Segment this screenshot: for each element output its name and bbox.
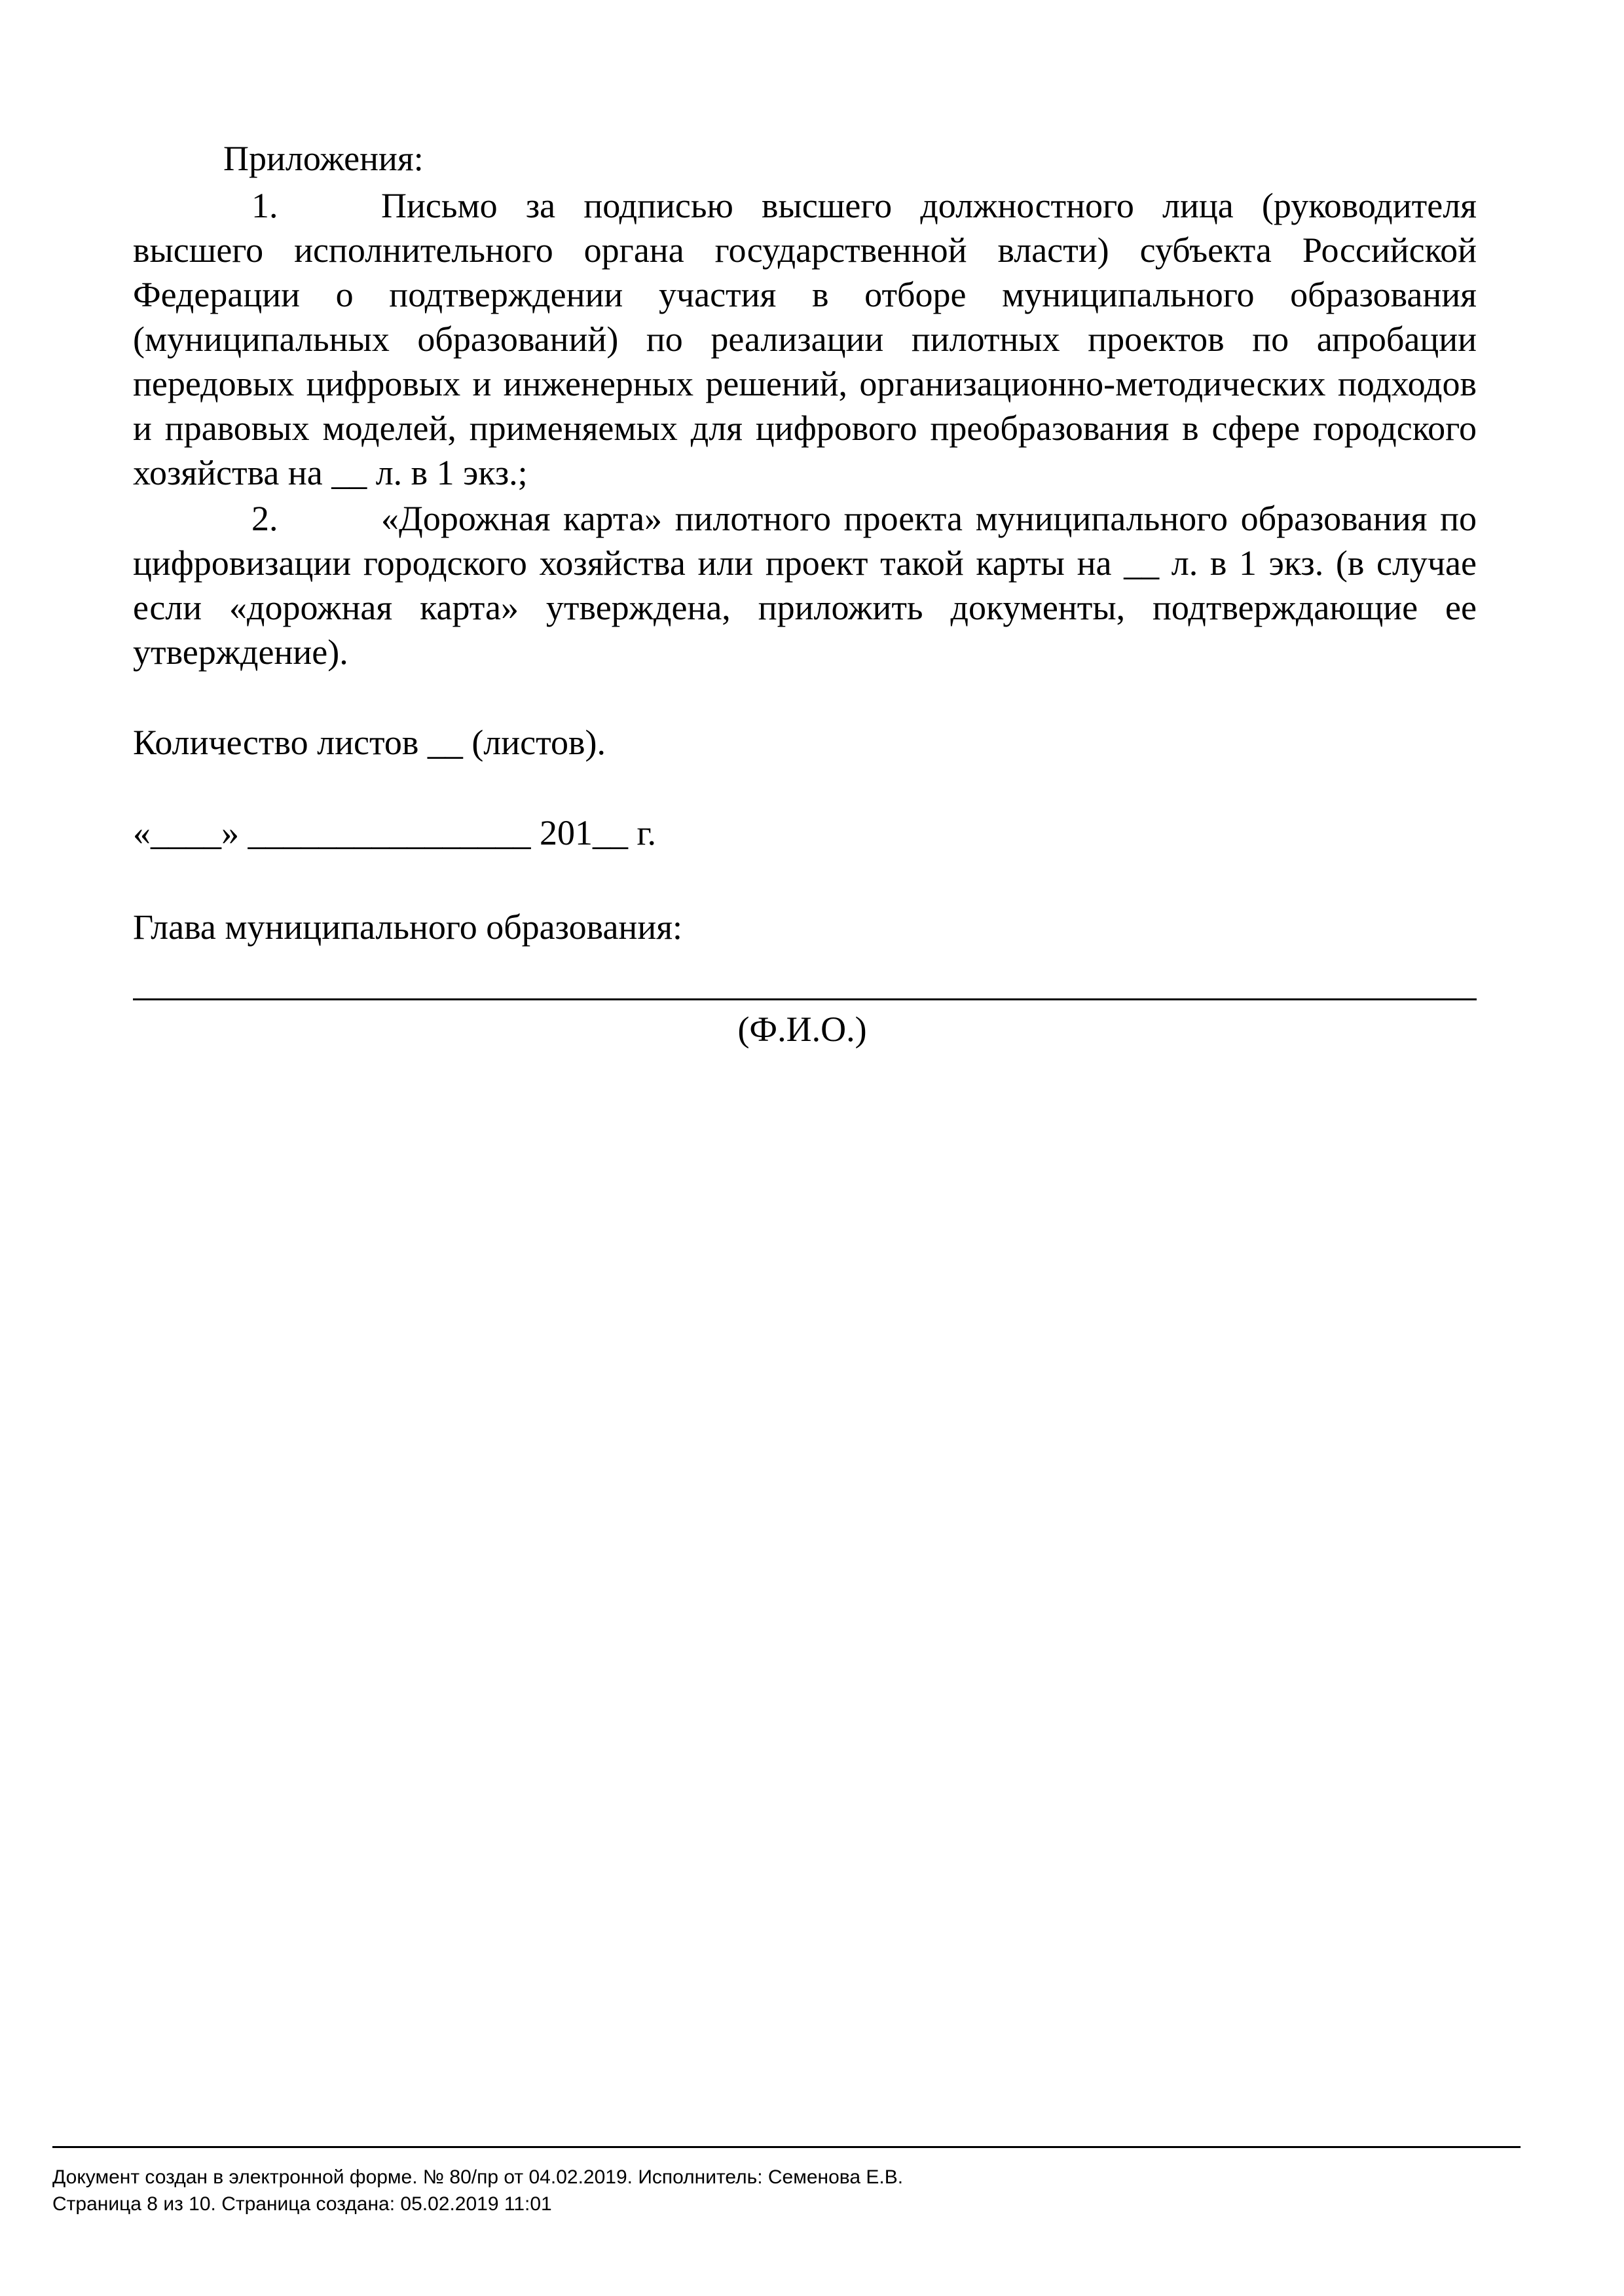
appendix-item-number: 2.: [251, 499, 278, 538]
signature-line: [133, 998, 1477, 1000]
appendix-item-text: Письмо за подписью высшего должностного лица (руководителя высшего исполнительного органа государственной власти) субъекта Российской Федерации о подтверждении участия в отборе муниципального образования (муниципальных образований) по реализации пилотных проектов по апробации передовых цифровых и инженерных решений, организационно-методических подходов и правовых моделей, применяемых для цифрового преобразования в сфере городского хозяйства на __ л. в 1 экз.;: [133, 186, 1477, 492]
appendix-heading: Приложения:: [223, 139, 424, 178]
date-line: «____» ________________ 201__ г.: [133, 813, 657, 852]
appendix-item-number: 1.: [251, 186, 278, 225]
footer-document-info: Документ создан в электронной форме. № 80/пр от 04.02.2019. Исполнитель: Семенова Е.В.: [52, 2166, 904, 2188]
appendix-item-2: [133, 496, 1477, 674]
footer-divider: [52, 2146, 1521, 2148]
signatory-label: Глава муниципального образования:: [133, 907, 683, 947]
appendix-item-text: «Дорожная карта» пилотного проекта муниципального образования по цифровизации городского хозяйства или проект такой карты на __ л. в 1 экз. (в случае если «дорожная карта» утверждена, приложить документы, подтверждающие ее утверждение).: [133, 499, 1477, 672]
sheet-count: Количество листов __ (листов).: [133, 723, 606, 762]
footer-page-info: Страница 8 из 10. Страница создана: 05.02.2019 11:01: [52, 2193, 552, 2215]
signature-caption: (Ф.И.О.): [737, 1010, 867, 1049]
appendix-item-1: [133, 183, 1477, 495]
